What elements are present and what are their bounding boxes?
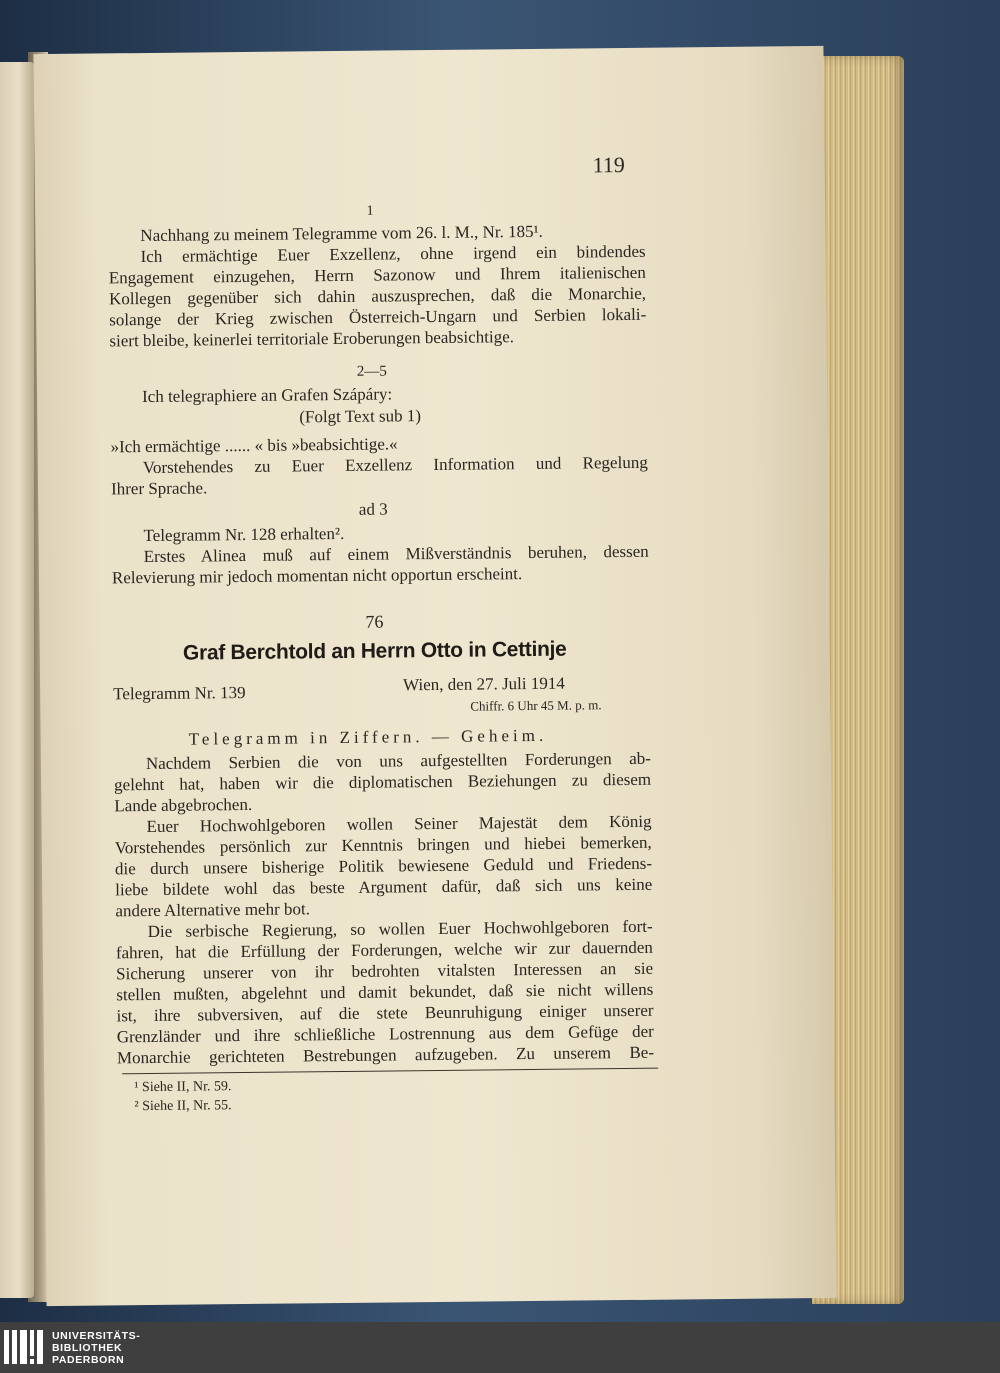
footnote: ¹ Siehe II, Nr. 59. (134, 1079, 232, 1096)
body-line: andere Alternative mehr bot. (115, 899, 311, 921)
footnote-divider (122, 1068, 658, 1075)
section1-line: Ich ermächtige Euer Exzellenz, ohne irgend ein bindendes (140, 241, 646, 267)
section3-line: Relevierung mir jedoch momentan nicht opportun erscheint. (111, 564, 523, 588)
place-date: Wien, den 27. Juli 1914 (402, 673, 565, 695)
section2-line: Vorstehendes zu Euer Exzellenz Information und Regelung (142, 452, 648, 478)
body-line: Vorstehendes persönlich zur Kenntnis bringen und hiebei bemerken, (114, 832, 652, 858)
section1-line: Engagement einzugehen, Herrn Sazonow und Ihrem italienischen (108, 262, 646, 288)
subheading: Telegramm in Ziffern. — Geheim. (188, 725, 548, 749)
body-line: Die serbische Regierung, so wollen Euer Hochwohlgeboren fort- (147, 916, 653, 942)
telegram-number: Telegramm Nr. 139 (113, 682, 246, 704)
library-footer (0, 1322, 1000, 1373)
section1-line: Nachhang zu meinem Telegramme vom 26. l. M., Nr. 185¹. (140, 221, 543, 246)
section2-line: (Folgt Text sub 1) (299, 406, 422, 427)
body-line: Grenzländer und ihre schließliche Lostrennung aus dem Gefüge der (116, 1021, 654, 1047)
logo-line: BIBLIOTHEK (52, 1342, 123, 1354)
body-line: liebe bildete wohl das beste Argument dafür, daß sich uns keine (115, 874, 653, 900)
cipher-time: Chiffr. 6 Uhr 45 M. p. m. (470, 697, 602, 714)
library-logo-icon (4, 1330, 44, 1364)
logo-line: PADERBORN (52, 1354, 125, 1366)
section-marker-3: ad 3 (358, 499, 388, 519)
body-line: Lande abgebrochen. (114, 794, 253, 816)
section-marker-1: 1 (366, 203, 374, 219)
footnote: ² Siehe II, Nr. 55. (134, 1098, 232, 1115)
body-line: Nachdem Serbien die von uns aufgestellten Forderungen ab- (145, 748, 651, 774)
section3-line: Telegramm Nr. 128 erhalten². (143, 523, 345, 546)
body-line: Monarchie gerichteten Bestrebungen aufzugeben. Zu unserem Be- (116, 1042, 655, 1068)
document-title: Graf Berchtold an Herrn Otto in Cettinje (182, 637, 567, 665)
left-page-edge (0, 62, 34, 1298)
body-line: Sicherung unserer von ihr bedrohten vitalsten Interessen an sie (116, 958, 654, 984)
body-line: die durch unsere bisherige Politik bewiesene Geduld und Friedens- (114, 853, 653, 879)
section1-line: siert bleibe, keinerlei territoriale Eroberungen beabsichtige. (109, 327, 515, 351)
body-line: gelehnt hat, haben wir die diplomatischen Beziehungen zu diesem (114, 769, 652, 795)
library-logo-text (52, 1330, 140, 1366)
section1-line: Kollegen gegenüber sich dahin auszusprechen, daß die Monarchie, (108, 283, 647, 309)
logo-line: UNIVERSITÄTS- (52, 1330, 141, 1342)
body-line: Euer Hochwohlgeboren wollen Seiner Majestät dem König (146, 811, 652, 837)
book-page (33, 46, 836, 1306)
section1-line: solange der Krieg zwischen Österreich-Ungarn und Serbien lokali- (109, 304, 647, 330)
section2-line: Ihrer Sprache. (110, 478, 208, 499)
body-line: fahren, hat die Erfüllung der Forderungen, welche wir zur dauernden (115, 937, 653, 963)
body-line: stellen mußten, abgelehnt und damit bekundet, daß sie nicht willens (116, 979, 654, 1005)
page-number: 119 (592, 151, 625, 178)
section-marker-2: 2—5 (356, 363, 387, 380)
document-number: 76 (365, 611, 384, 632)
section2-line: Ich telegraphiere an Grafen Szápáry: (141, 384, 393, 407)
section2-line: »Ich ermächtige ...... « bis »beabsichtige.« (110, 434, 398, 457)
body-line: ist, ihre subversiven, auf die stete Beunruhigung einiger unserer (116, 1000, 654, 1026)
section3-line: Erstes Alinea muß auf einem Mißverständnis beruhen, dessen (143, 541, 649, 567)
